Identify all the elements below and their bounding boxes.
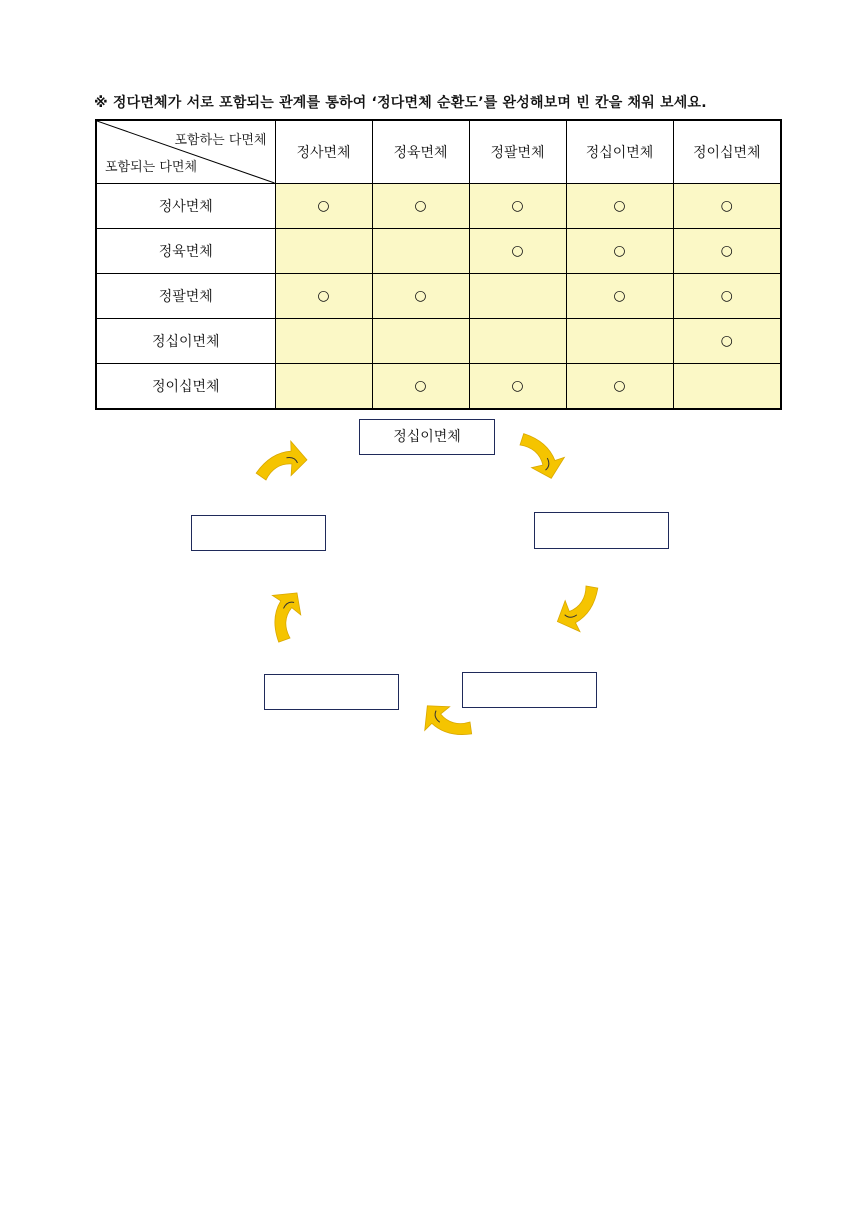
instruction-text: ※ 정다면체가 서로 포함되는 관계를 통하여 ‘정다면체 순환도’를 완성해보며 빈 칸을 채워 보세요.	[94, 95, 707, 111]
row-header: 정사면체	[96, 184, 275, 229]
arrow-icon	[421, 700, 471, 740]
corner-bottom-label: 포함되는 다면체	[105, 160, 198, 175]
circle-mark: ○	[720, 198, 733, 214]
row-header: 정이십면체	[96, 364, 275, 410]
circle-mark: ○	[613, 243, 626, 259]
arrow-icon	[263, 587, 311, 642]
circle-mark: ○	[511, 243, 524, 259]
circle-mark: ○	[613, 288, 626, 304]
cycle-box-top: 정십이면체	[359, 419, 495, 455]
row-header: 정육면체	[96, 229, 275, 274]
row-header: 정팔면체	[96, 274, 275, 319]
circle-mark: ○	[720, 288, 733, 304]
circle-mark: ○	[317, 288, 330, 304]
column-header: 정이십면체	[673, 120, 781, 184]
column-header: 정육면체	[372, 120, 469, 184]
circle-mark: ○	[720, 333, 733, 349]
circle-mark: ○	[414, 288, 427, 304]
circle-mark: ○	[613, 378, 626, 394]
arrow-icon	[256, 435, 310, 492]
circle-mark: ○	[511, 378, 524, 394]
circle-mark: ○	[317, 198, 330, 214]
arrow-icon	[556, 582, 597, 633]
column-header: 정사면체	[275, 120, 372, 184]
row-header: 정십이면체	[96, 319, 275, 364]
corner-top-label: 포함하는 다면체	[174, 133, 267, 148]
column-header: 정팔면체	[469, 120, 566, 184]
circle-mark: ○	[414, 378, 427, 394]
circle-mark: ○	[720, 243, 733, 259]
arrow-icon	[513, 434, 567, 481]
circle-mark: ○	[613, 198, 626, 214]
column-header: 정십이면체	[566, 120, 673, 184]
circle-mark: ○	[511, 198, 524, 214]
circle-mark: ○	[414, 198, 427, 214]
